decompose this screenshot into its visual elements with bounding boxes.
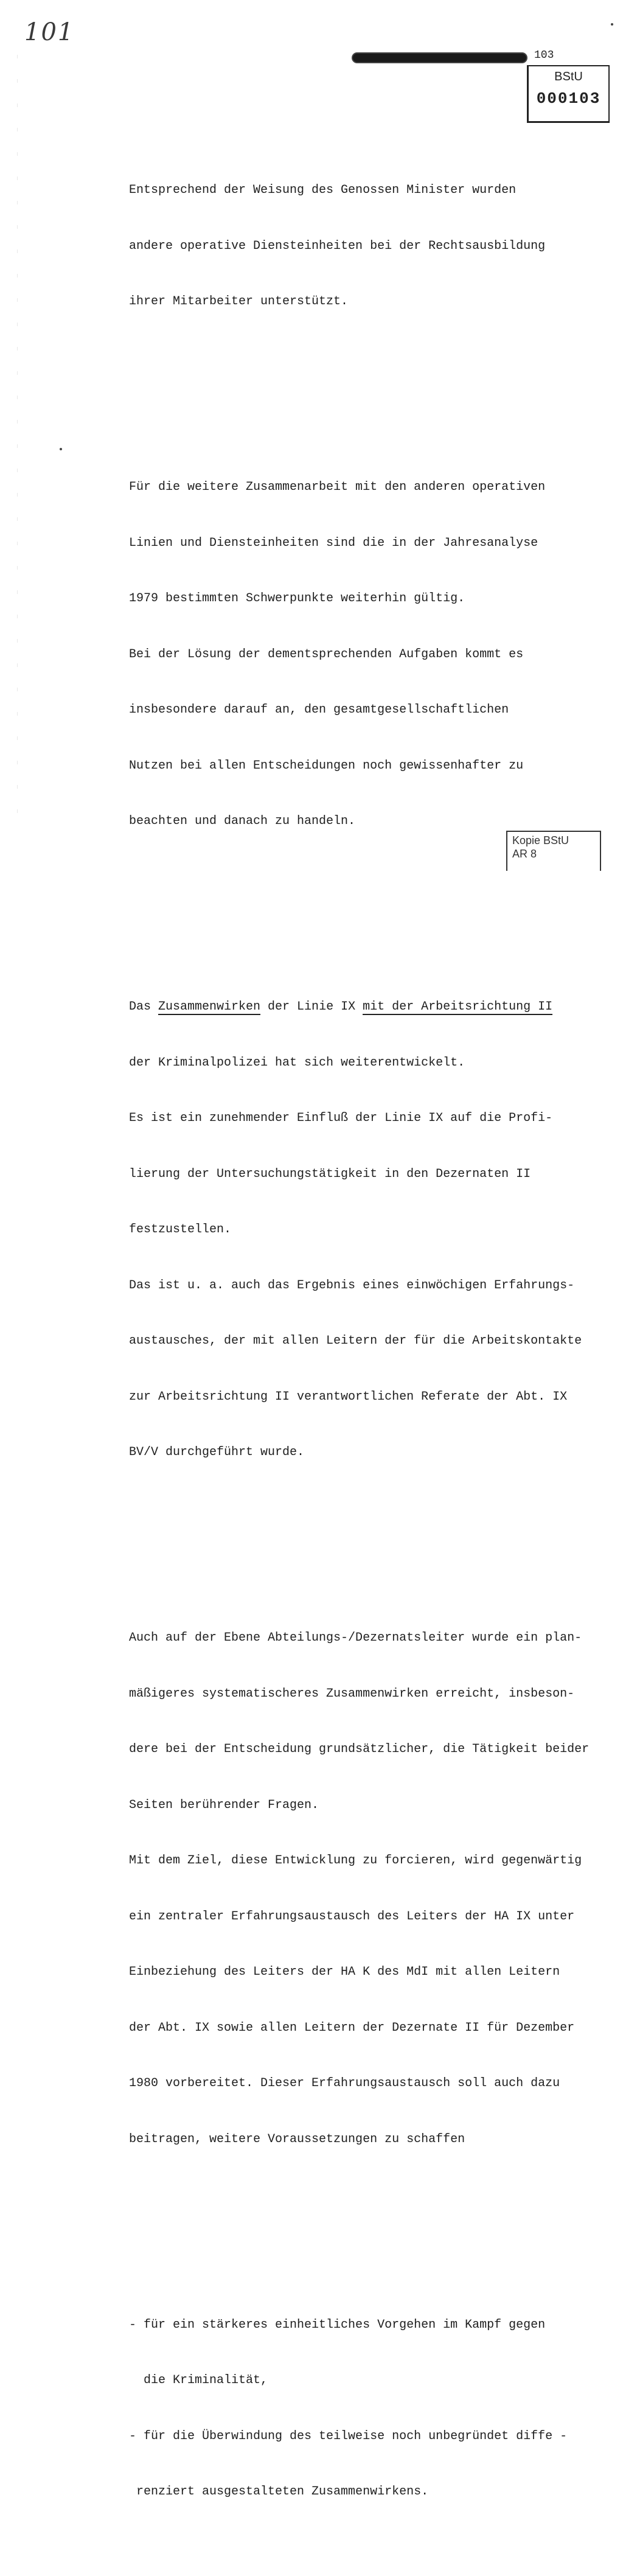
bstu-stamp-label: BStU	[554, 70, 583, 83]
text-line: dere bei der Entscheidung grundsätzlicher, die Tätigkeit beider	[129, 1742, 590, 1756]
text-line: mäßigeres systematischeres Zusammenwirken erreicht, insbeson-	[129, 1686, 575, 1701]
kopie-stamp-line-2: AR 8	[512, 848, 537, 860]
text-line: Für die weitere Zusammenarbeit mit den anderen operativen	[129, 480, 546, 494]
text-line: beachten und danach zu handeln.	[129, 814, 356, 828]
paragraph-4	[129, 1592, 610, 2186]
text-line: Linien und Diensteinheiten sind die in der Jahresanalyse	[129, 536, 538, 550]
text-line: Auch auf der Ebene Abteilungs-/Dezernatsleiter wurde ein plan-	[129, 1631, 582, 1645]
text-line: Bei der Lösung der dementsprechenden Aufgaben kommt es	[129, 647, 524, 661]
text-line: Nutzen bei allen Entscheidungen noch gewissenhafter zu	[129, 758, 524, 773]
kopie-stamp	[506, 831, 601, 871]
text-line: Das ist u. a. auch das Ergebnis eines einwöchigen Erfahrungs-	[129, 1278, 575, 1293]
kopie-stamp-line-1: Kopie BStU	[512, 834, 569, 846]
text-line: zur Arbeitsrichtung II verantwortlichen Referate der Abt. IX	[129, 1389, 568, 1404]
text-line: ihrer Mitarbeiter unterstützt.	[129, 295, 349, 309]
text-line: andere operative Diensteinheiten bei der Rechtsausbildung	[129, 239, 546, 253]
bullet-list	[129, 2279, 610, 2539]
paragraph-2	[129, 441, 610, 868]
text-line: 1980 vorbereitet. Dieser Erfahrungsaustausch soll auch dazu	[129, 2076, 560, 2090]
list-item-line: - für die Überwindung des teilweise noch unbegründet diffe -	[129, 2429, 568, 2443]
text-line: Einbeziehung des Leiters der HA K des MdI mit allen Leitern	[129, 1965, 560, 1979]
text-line: BV/V durchgeführt wurde.	[129, 1445, 305, 1459]
list-item-line: die Kriminalität,	[129, 2373, 268, 2387]
redaction-bar	[353, 54, 526, 62]
scan-speck	[60, 448, 62, 450]
text-line: insbesondere darauf an, den gesamtgesellschaftlichen	[129, 703, 509, 717]
paragraph-3	[129, 961, 610, 1499]
text-line: Es ist ein zunehmender Einfluß der Linie IX auf die Profi-	[129, 1111, 553, 1125]
text-line: festzustellen.	[129, 1223, 232, 1237]
document-body	[129, 107, 610, 2576]
scan-margin-mark	[17, 55, 18, 815]
text-line: 1979 bestimmten Schwerpunkte weiterhin gültig.	[129, 592, 465, 606]
text-line: lierung der Untersuchungstätigkeit in den Dezernaten II	[129, 1167, 531, 1181]
text-line-underlined: Das Zusammenwirken der Linie IX mit der Arbeitsrichtung II	[129, 1000, 553, 1014]
handwritten-page-note: 101	[24, 18, 75, 46]
text-line: der Kriminalpolizei hat sich weiterentwickelt.	[129, 1055, 465, 1070]
text-line: beitragen, weitere Voraussetzungen zu schaffen	[129, 2132, 465, 2146]
text-line: Mit dem Ziel, diese Entwicklung zu forcieren, wird gegenwärtig	[129, 1854, 582, 1868]
page-number: 103	[534, 49, 554, 61]
text-line: Entsprechend der Weisung des Genossen Minister wurden	[129, 183, 517, 197]
paragraph-1	[129, 144, 610, 349]
text-line: austausches, der mit allen Leitern der für die Arbeitskontakte	[129, 1334, 582, 1348]
text-line: der Abt. IX sowie allen Leitern der Dezernate II für Dezember	[129, 2020, 575, 2035]
bstu-stamp-number: 000103	[536, 89, 601, 108]
list-item-line: - für ein stärkeres einheitliches Vorgehen im Kampf gegen	[129, 2317, 546, 2332]
text-line: Seiten berührender Fragen.	[129, 1798, 319, 1812]
scan-speck	[611, 23, 613, 26]
list-item-line: renziert ausgestalteten Zusammenwirkens.	[129, 2485, 429, 2499]
text-line: ein zentraler Erfahrungsaustausch des Leiters der HA IX unter	[129, 1909, 575, 1924]
